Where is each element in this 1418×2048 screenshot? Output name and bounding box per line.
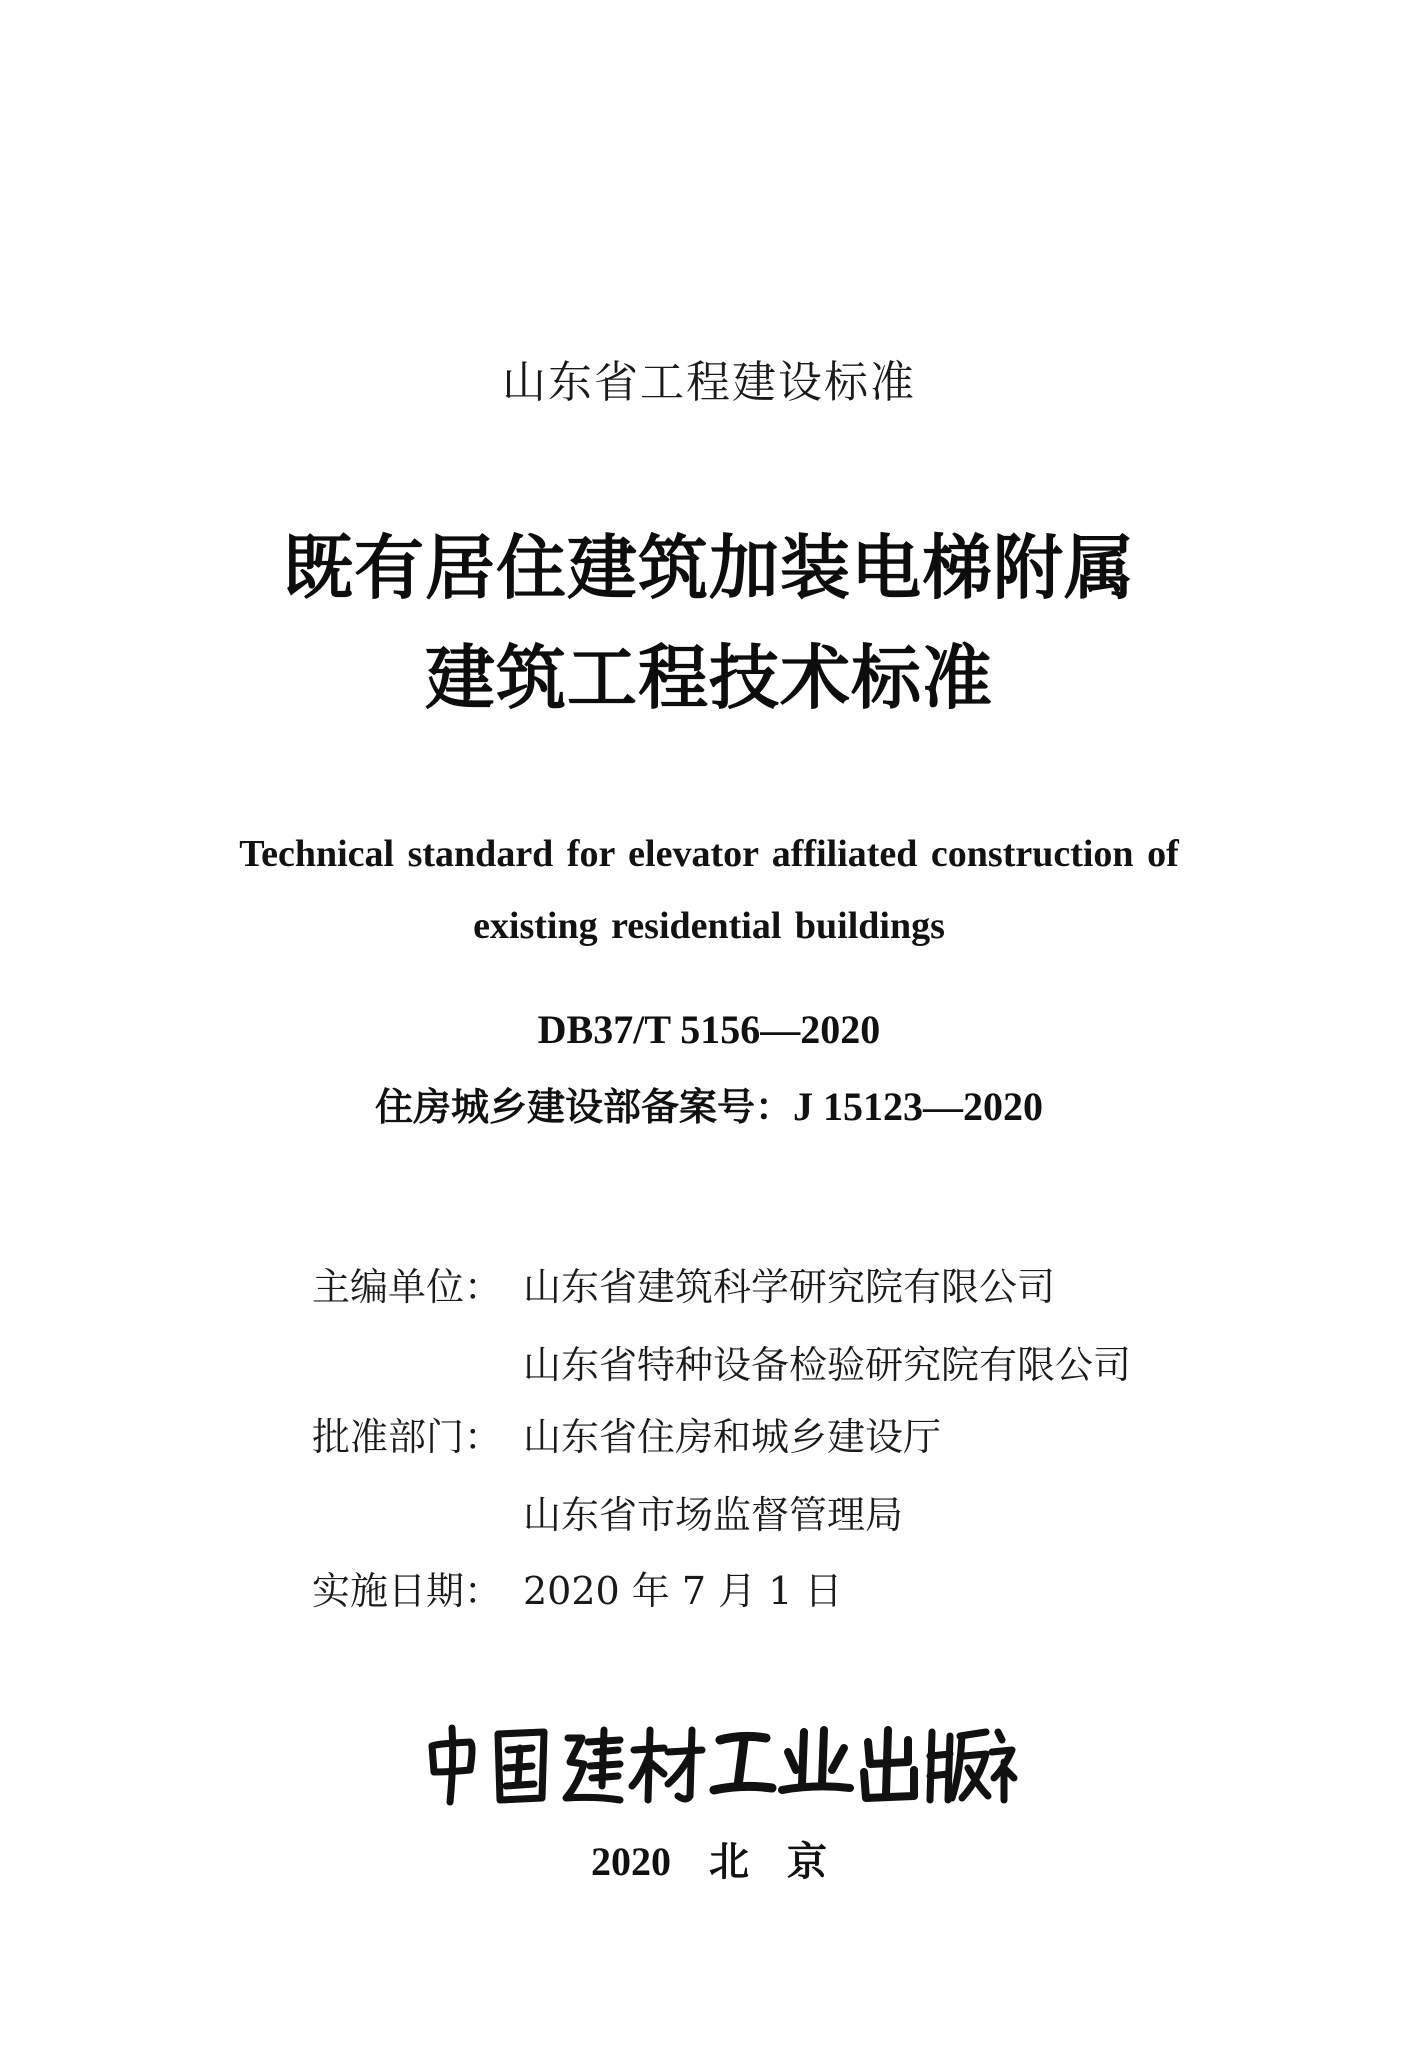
approval-label: 批准部门：: [312, 1415, 503, 1459]
chief-editor-2: 山东省特种设备检验研究院有限公司: [523, 1343, 1132, 1387]
title-line-2: 建筑工程技术标准: [425, 636, 993, 719]
publication-year: 2020: [591, 1839, 671, 1884]
publication-city: 北 京: [709, 1839, 827, 1884]
effective-date: 2020 年 7 月 1 日: [523, 1569, 843, 1613]
record-number-line: [0, 1076, 1418, 1131]
standard-code: DB37/T 5156—2020: [537, 1007, 881, 1052]
approver-1: 山东省住房和城乡建设厅: [523, 1415, 942, 1459]
record-number: J 15123—2020: [793, 1084, 1043, 1129]
publisher-imprint: [0, 1830, 1418, 1887]
english-title-line-2: existing residential buildings: [473, 905, 945, 947]
title-line-1: 既有居住建筑加装电梯附属: [283, 526, 1135, 609]
record-label: 住房城乡建设部备案号：: [374, 1085, 793, 1129]
publisher-calligraphy-logo: [420, 1722, 1020, 1806]
series-title: 山东省工程建设标准: [502, 357, 916, 408]
chief-editor-label: 主编单位：: [312, 1265, 503, 1309]
approver-2: 山东省市场监督管理局: [523, 1493, 904, 1537]
english-title-line-1: Technical standard for elevator affiliated construction of: [239, 833, 1179, 875]
publisher-logo: [420, 1722, 1020, 1806]
chief-editor-1: 山东省建筑科学研究院有限公司: [523, 1265, 1056, 1309]
effective-date-label: 实施日期：: [312, 1569, 503, 1613]
